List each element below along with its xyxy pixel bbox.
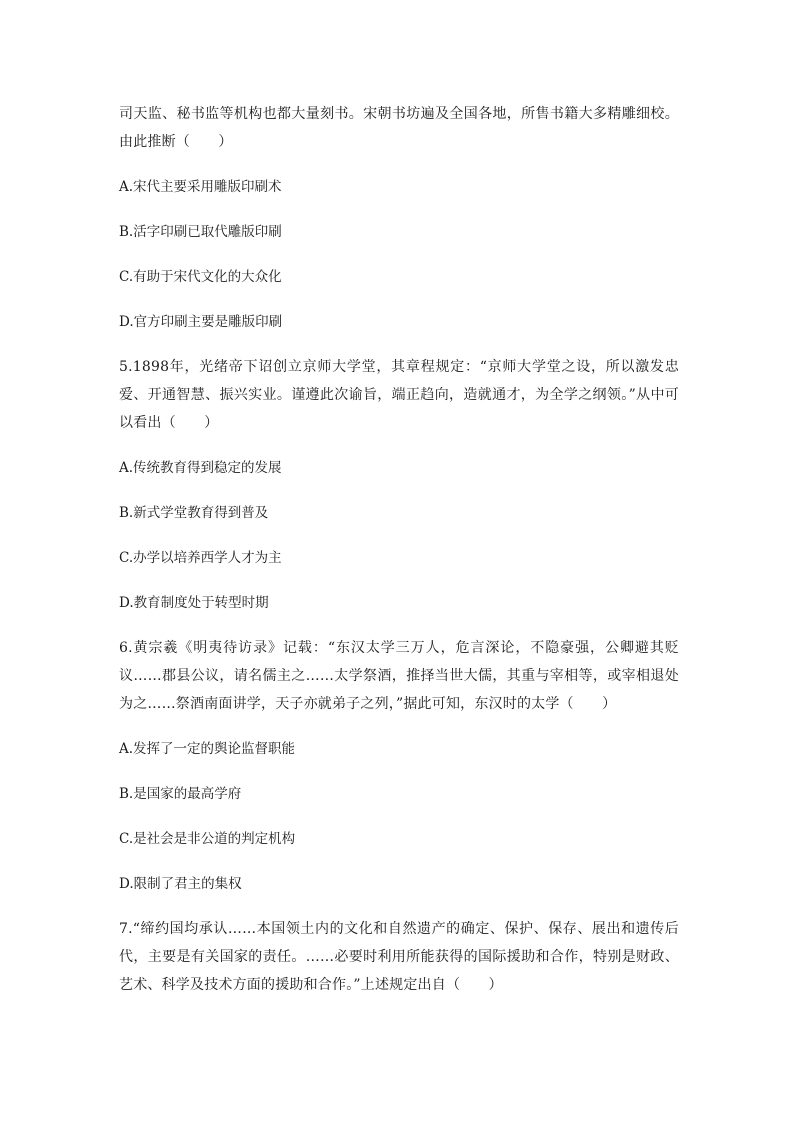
question-6-option-c: C.是社会是非公道的判定机构: [119, 831, 296, 847]
question-5-option-c: C.办学以培养西学人才为主: [119, 550, 282, 566]
document-page: [119, 100, 679, 1016]
question-6-stem: 6.黄宗羲《明夷待访录》记载：“东汉太学三万人，危言深论，不隐豪强，公卿避其贬议……郡县公议，请名儒主之……太学祭酒，推择当世大儒，其重与宰相等，或宰相退处为之……祭酒南面讲学，天子亦就弟子之列，”据此可知，东汉时的太学（ ）: [119, 640, 679, 712]
question-5-stem: 5.1898年，光绪帝下诏创立京师大学堂，其章程规定：“京师大学堂之设，所以激发忠爱、开通智慧、振兴实业。谨遵此次谕旨，端正趋向，造就通才，为全学之纲领。”从中可以看出（ ）: [119, 359, 679, 431]
question-5-option-a: A.传统教育得到稳定的发展: [119, 460, 282, 476]
question-6-option-d: D.限制了君主的集权: [119, 876, 242, 892]
question-4-option-b: B.活字印刷已取代雕版印刷: [119, 224, 282, 240]
question-6-option-b: B.是国家的最高学府: [119, 786, 242, 802]
question-4-option-c: C.有助于宋代文化的大众化: [119, 269, 282, 285]
question-4-option-a: A.宋代主要采用雕版印刷术: [119, 179, 282, 195]
question-4-stem: 司天监、秘书监等机构也都大量刻书。宋朝书坊遍及全国各地，所售书籍大多精雕细校。由此推断（ ）: [119, 106, 679, 150]
question-5-option-d: D.教育制度处于转型时期: [119, 595, 269, 611]
question-7-stem: 7.“缔约国均承认……本国领土内的文化和自然遗产的确定、保护、保存、展出和遗传后代，主要是有关国家的责任。……必要时利用所能获得的国际援助和合作，特别是财政、艺术、科学及技术方面的援助和合作。”上述规定出自（ ）: [119, 921, 679, 993]
question-5-option-b: B.新式学堂教育得到普及: [119, 505, 269, 521]
question-4-option-d: D.官方印刷主要是雕版印刷: [119, 314, 283, 330]
question-6-option-a: A.发挥了一定的舆论监督职能: [119, 741, 296, 757]
